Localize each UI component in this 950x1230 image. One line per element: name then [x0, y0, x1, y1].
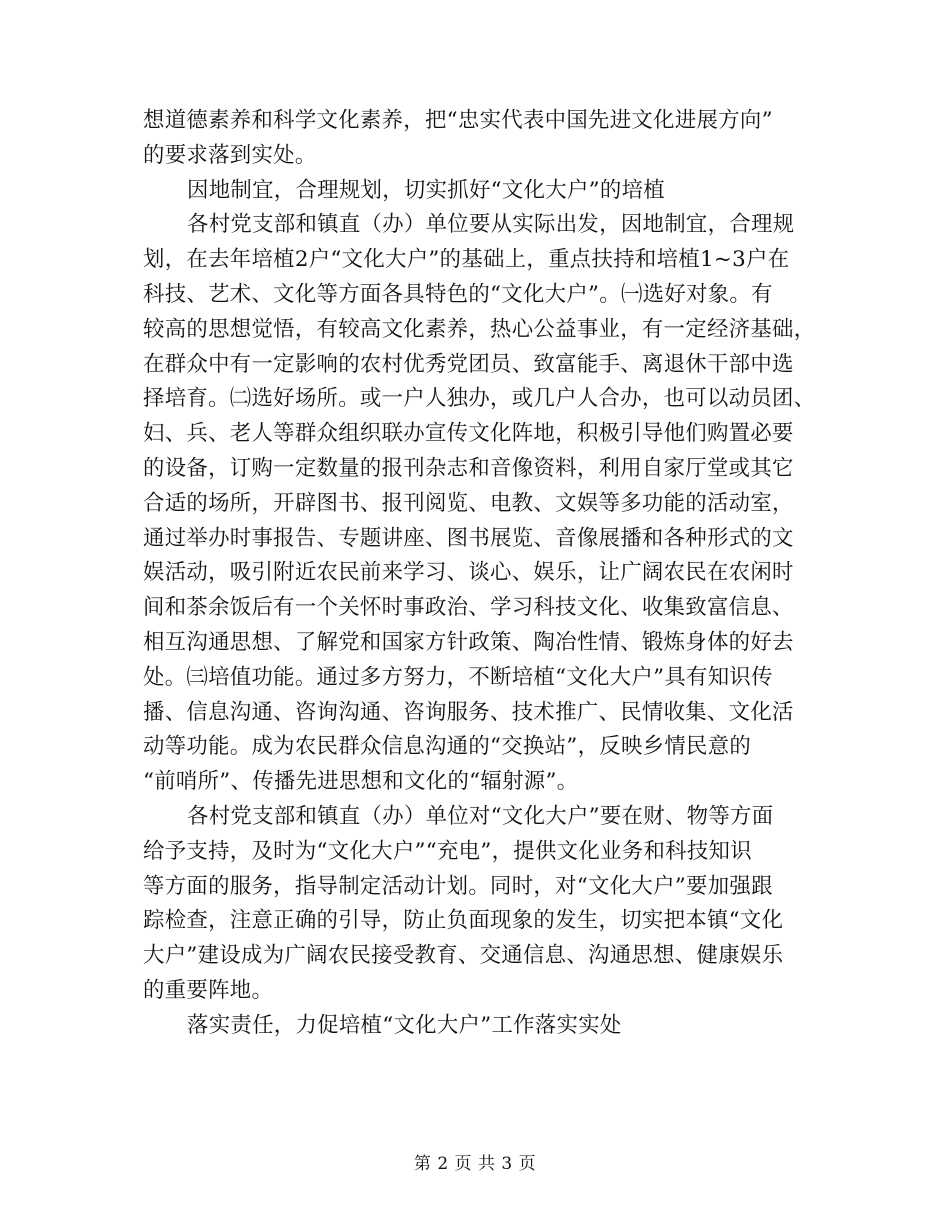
text-line: 科技、艺术、文化等方面各具特色的“文化大户”。㈠选好对象。有 [143, 281, 773, 307]
text-line: 因地制宜，合理规划，切实抓好“文化大户”的培植 [187, 177, 665, 203]
text-line: 在群众中有一定影响的农村优秀党团员、致富能手、离退休干部中选 [143, 351, 794, 377]
text-line: 动等功能。成为农民群众信息沟通的“交换站”，反映乡情民意的 [143, 734, 752, 760]
text-line: 等方面的服务，指导制定活动计划。同时，对“文化大户”要加强跟 [143, 873, 773, 899]
text-line: 合适的场所，开辟图书、报刊阅览、电教、文娱等多功能的活动室， [143, 490, 794, 516]
text-line: 想道德素养和科学文化素养，把“忠实代表中国先进文化进展方向” [143, 108, 773, 133]
text-line: 择培育。㈡选好场所。或一户人独办，或几户人合办，也可以动员团、 [143, 386, 816, 412]
text-line: 较高的思想觉悟，有较高文化素养，热心公益事业，有一定经济基础， [143, 316, 816, 342]
text-line: 给予支持，及时为“文化大户”“充电”，提供文化业务和科技知识 [143, 838, 752, 864]
text-line: 的要求落到实处。 [143, 142, 317, 168]
page-footer: 第 2 页 共 3 页 [413, 1154, 537, 1174]
text-line: 相互沟通思想、了解党和国家方针政策、陶冶性情、锻炼身体的好去 [143, 629, 794, 655]
text-line: 各村党支部和镇直（办）单位对“文化大户”要在财、物等方面 [187, 803, 774, 829]
text-line: 处。㈢培值功能。通过多方努力，不断培植“文化大户”具有知识传 [143, 664, 773, 690]
text-line: 划，在去年培植2户“文化大户”的基础上，重点扶持和培植1~3户在 [143, 247, 790, 273]
text-line: 踪检查，注意正确的引导，防止负面现象的发生，切实把本镇“文化 [143, 908, 784, 934]
text-line: 娱活动，吸引附近农民前来学习、谈心、娱乐，让广阔农民在农闲时 [143, 560, 794, 586]
text-line: 各村党支部和镇直（办）单位要从实际出发，因地制宜，合理规 [187, 212, 795, 238]
text-line: 间和茶余饭后有一个关怀时事政治、学习科技文化、收集致富信息、 [143, 595, 794, 621]
document-body [143, 104, 823, 1044]
text-line: 通过举办时事报告、专题讲座、图书展览、音像展播和各种形式的文 [143, 525, 794, 551]
text-line: 妇、兵、老人等群众组织联办宣传文化阵地，积极引导他们购置必要 [143, 421, 794, 447]
text-line: 播、信息沟通、咨询沟通、咨询服务、技术推广、民情收集、文化活 [143, 699, 794, 725]
text-line: 的重要阵地。 [143, 977, 274, 1003]
text-line: “前哨所”、传播先进思想和文化的“辐射源”。 [143, 769, 579, 795]
text-line: 的设备，订购一定数量的报刊杂志和音像资料，利用自家厅堂或其它 [143, 455, 794, 481]
text-line: 落实责任，力促培植“文化大户”工作落实实处 [187, 1012, 622, 1038]
text-line: 大户”建设成为广阔农民接受教育、交通信息、沟通思想、健康娱乐 [143, 943, 784, 969]
